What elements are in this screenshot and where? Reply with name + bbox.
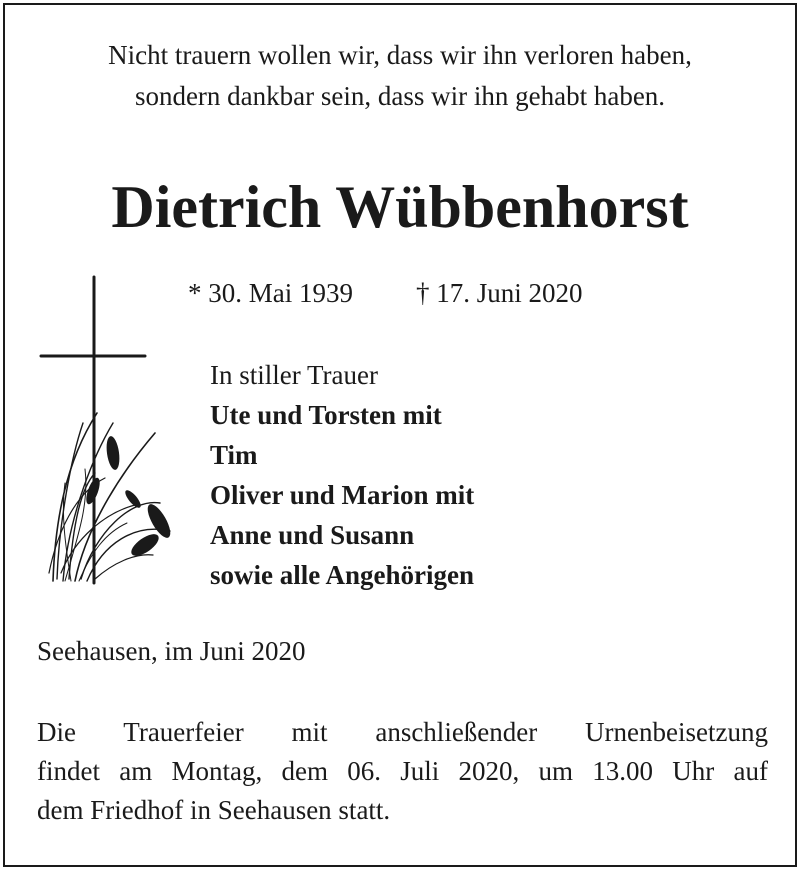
mourner-line: Ute und Torsten mit [210, 400, 442, 430]
memorial-verse [5, 35, 795, 117]
verse-line-2: sondern dankbar sein, dass wir ihn gehabt haben. [134, 81, 666, 111]
obituary-notice [3, 3, 797, 867]
mourner-line: Anne und Susann [210, 520, 415, 550]
mourners-block [210, 355, 474, 595]
mourning-intro: In stiller Trauer [210, 360, 378, 390]
funeral-info-line-1: Die Trauerfeier mit anschließender Urnenbeisetzung [37, 717, 768, 747]
verse-line-1: Nicht trauern wollen wir, dass wir ihn verloren haben, [108, 40, 692, 70]
death-date: † 17. Juni 2020 [416, 278, 583, 308]
cross-with-reeds-icon [35, 273, 195, 589]
mourner-line: Tim [210, 440, 258, 470]
place-and-date: Seehausen, im Juni 2020 [37, 636, 306, 666]
mourner-line: Oliver und Marion mit [210, 480, 475, 510]
deceased-name: Dietrich Wübbenhorst [111, 174, 689, 240]
birth-date: * 30. Mai 1939 [188, 278, 353, 308]
mourner-line: sowie alle Angehörigen [210, 560, 474, 590]
funeral-info-line-3: dem Friedhof in Seehausen statt. [37, 795, 391, 825]
funeral-info-line-2: findet am Montag, dem 06. Juli 2020, um 13.00 Uhr auf [37, 756, 768, 786]
